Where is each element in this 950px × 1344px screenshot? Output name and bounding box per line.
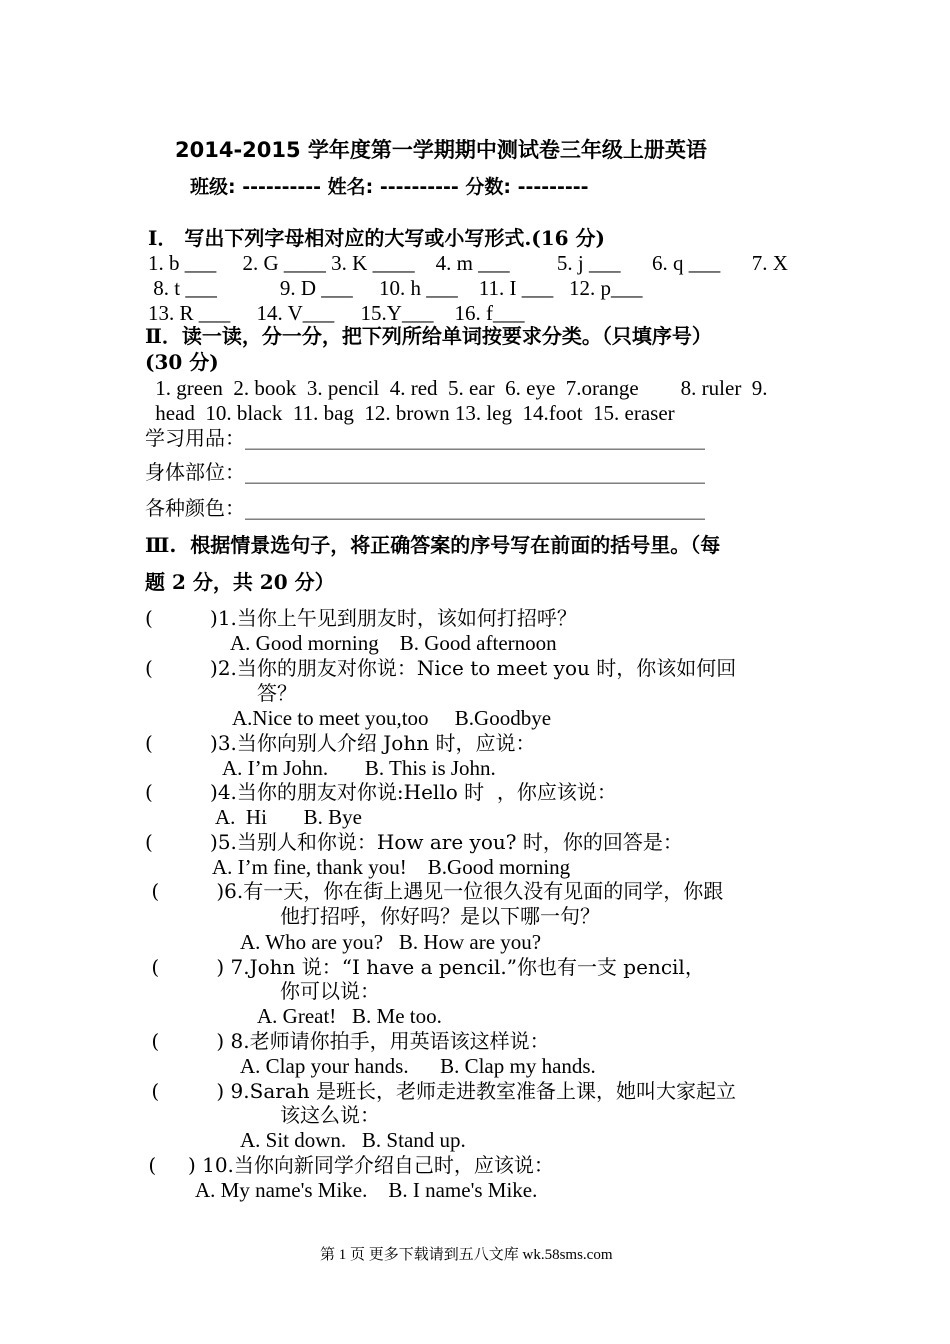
- question-8: ( ) 8.老师请你拍手，用英语该这样说：: [145, 1029, 550, 1053]
- section3-heading-line2: 题 2 分，共 20 分）: [145, 570, 335, 594]
- student-info-line: 班级: ---------- 姓名: ---------- 分数: ---------: [190, 176, 589, 198]
- section2-words-line2: head 10. black 11. bag 12. brown 13. leg 14.foot 15. eraser: [150, 401, 675, 425]
- question-4-options: A. Hi B. Bye: [215, 805, 362, 829]
- question-6: ( )6.有一天，你在街上遇见一位很久没有见面的同学，你跟: [145, 879, 724, 903]
- question-4: ( )4.当你的朋友对你说:Hello 时 ，你应该说：: [145, 780, 617, 804]
- question-9-options: A. Sit down. B. Stand up.: [240, 1128, 466, 1152]
- category-body-parts: 身体部位：______________________________________________: [145, 460, 705, 484]
- section1-heading: Ⅰ． 写出下列字母相对应的大写或小写形式.(16 分): [148, 226, 606, 250]
- question-8-options: A. Clap your hands. B. Clap my hands.: [240, 1054, 596, 1078]
- section2-words-line1: 1. green 2. book 3. pencil 4. red 5. ear 6. eye 7.orange 8. ruler 9.: [150, 376, 768, 400]
- section3-heading-line1: Ⅲ. 根据情景选句子，将正确答案的序号写在前面的括号里。（每: [145, 533, 721, 557]
- question-3-options: A. I’m John. B. This is John.: [222, 756, 496, 780]
- page-title: 2014-2015 学年度第一学期期中测试卷三年级上册英语: [175, 138, 707, 162]
- question-6-options: A. Who are you? B. How are you?: [240, 930, 542, 954]
- category-stationery: 学习用品：______________________________________________: [145, 426, 705, 450]
- question-10: ( ) 10.当你向新同学介绍自己时，应该说：: [142, 1153, 554, 1177]
- question-5: ( )5.当别人和你说：How are you? 时，你的回答是：: [145, 830, 683, 854]
- section2-heading-line1: Ⅱ．读一读，分一分，把下列所给单词按要求分类。（只填序号）: [145, 324, 712, 348]
- question-6-cont: 他打招呼，你好吗？是以下哪一句？: [280, 904, 600, 928]
- section1-row3: 13. R ___ 14. V___ 15.Y___ 16. f___: [148, 301, 525, 325]
- question-2-cont: 答？: [257, 681, 297, 705]
- section1-row2: 8. t ___ 9. D ___ 10. h ___ 11. I ___ 12. p___: [148, 276, 643, 300]
- page-footer: 第 1 页 更多下载请到五八文库 wk.58sms.com: [320, 1247, 613, 1263]
- question-2-options: A.Nice to meet you,too B.Goodbye: [232, 706, 552, 730]
- question-9-cont: 该这么说：: [280, 1103, 380, 1127]
- question-9: ( ) 9.Sarah 是班长，老师走进教室准备上课，她叫大家起立: [145, 1079, 736, 1103]
- question-7: ( ) 7.John 说：“I have a pencil.”你也有一支 pencil，: [145, 955, 705, 979]
- section1-row1: 1. b ___ 2. G ____ 3. K ____ 4. m ___ 5. j ___ 6. q ___ 7. X: [148, 251, 788, 275]
- question-7-options: A. Great! B. Me too.: [257, 1004, 442, 1028]
- question-10-options: A. My name's Mike. B. I name's Mike.: [195, 1178, 538, 1202]
- question-1: ( )1.当你上午见到朋友时，该如何打招呼？: [145, 606, 577, 630]
- question-3: ( )3.当你向别人介绍 John 时，应说：: [145, 731, 536, 755]
- question-5-options: A. I’m fine, thank you! B.Good morning: [212, 855, 571, 879]
- section2-heading-line2: (30 分): [145, 350, 219, 374]
- category-colors: 各种颜色：______________________________________________: [145, 496, 705, 520]
- question-2: ( )2.当你的朋友对你说：Nice to meet you 时，你该如何回: [145, 656, 737, 680]
- question-1-options: A. Good morning B. Good afternoon: [230, 631, 557, 655]
- question-7-cont: 你可以说：: [280, 979, 380, 1003]
